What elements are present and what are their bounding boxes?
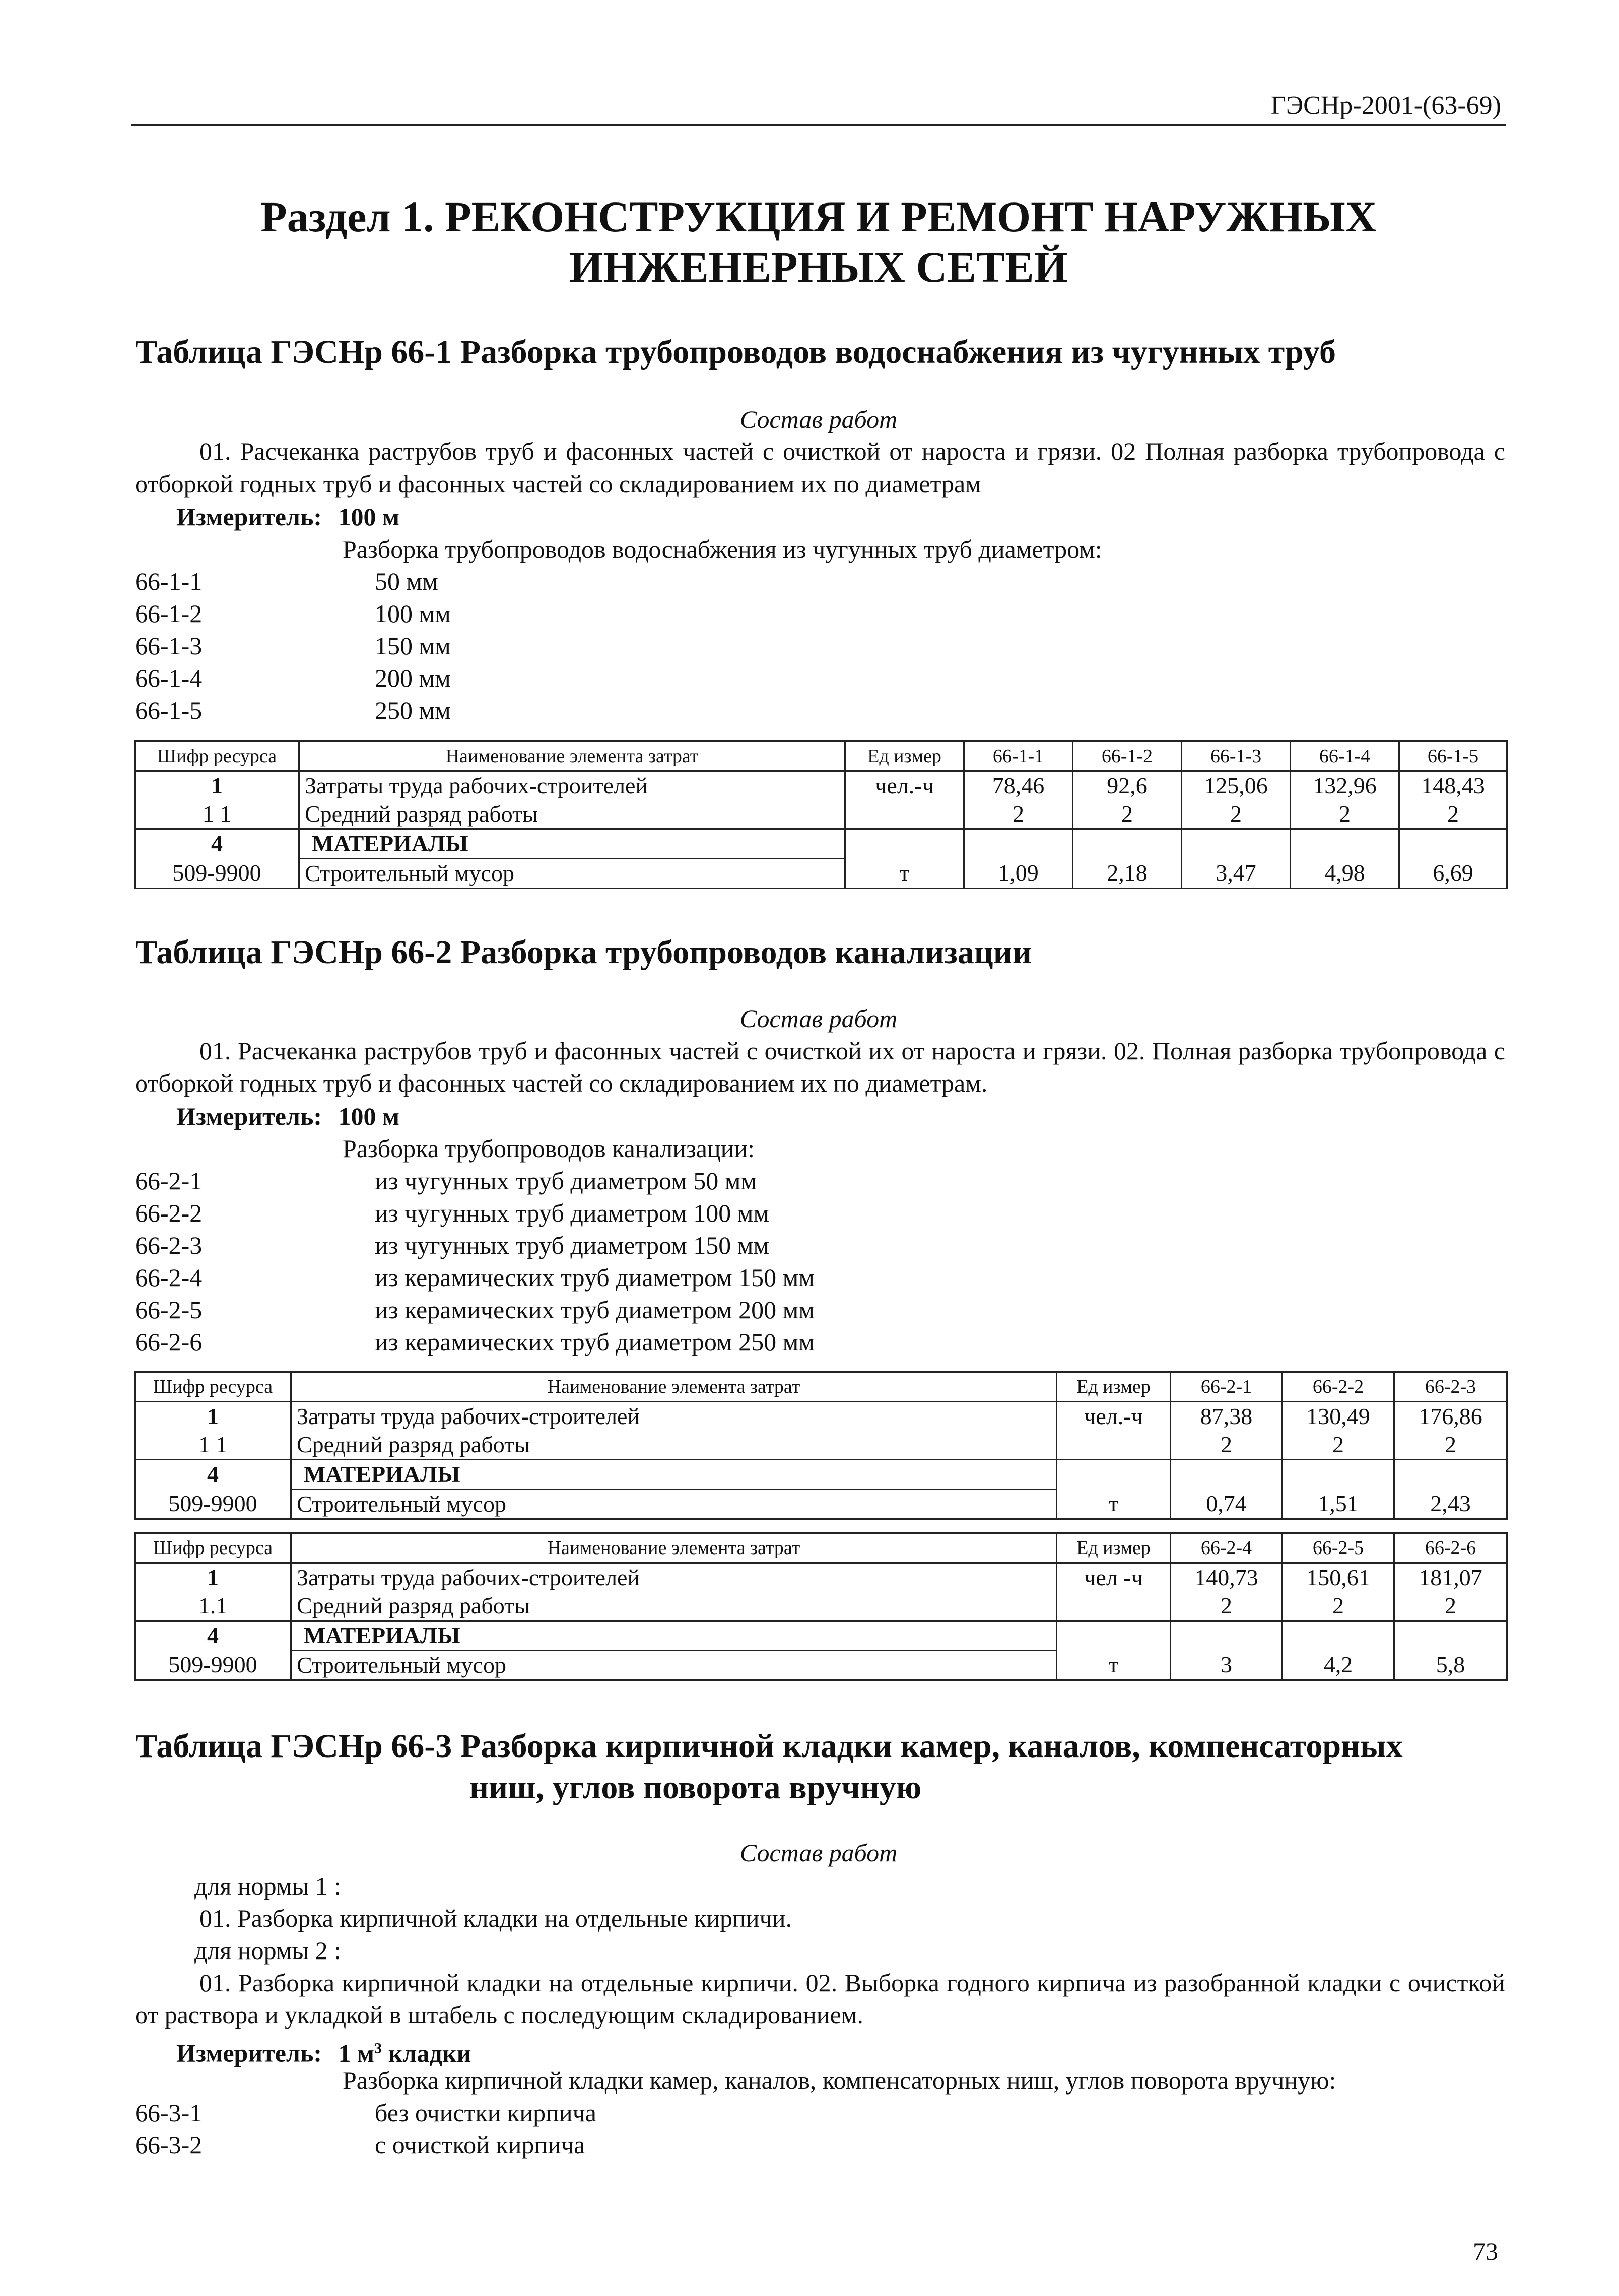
table-66-1-title: Таблица ГЭСНр 66-1 Разборка трубопроводов водоснабжения из чугунных труб: [135, 333, 1336, 370]
doc-code: ГЭСНр-2001-(63-69): [1270, 91, 1501, 120]
page-header: [131, 89, 1506, 126]
table-66-2-title: Таблица ГЭСНр 66-2 Разборка трубопроводов канализации: [135, 934, 1032, 971]
meter-label: [176, 501, 399, 533]
table-row: 509-9900 Строительный мусор т 1,09 2,18 3,47 4,98 6,69: [135, 859, 1507, 889]
norm1-label: для нормы 1 :: [194, 1872, 342, 1900]
code-list: [135, 1165, 815, 1358]
table-row: 1 Затраты труда рабочих-строителей чел.-ч 78,46 92,6 125,06 132,96 148,43: [135, 771, 1507, 800]
list-item: 66-2-5 из керамических труб диаметром 200 мм: [135, 1296, 815, 1324]
resource-table-66-2-a: [134, 1371, 1508, 1520]
table-66-3-title-line2: ниш, углов поворота вручную: [469, 1769, 922, 1806]
meter-label-text: Измеритель:: [176, 2039, 322, 2067]
list-heading: Разборка трубопроводов канализации:: [343, 1134, 755, 1163]
table-row: 4 МАТЕРИАЛЫ: [135, 1621, 1507, 1651]
table-row: 1 1 Средний разряд работы 2 2 2 2 2: [135, 800, 1507, 829]
composition-heading: Состав работ: [739, 405, 898, 433]
list-item: 66-2-3 из чугунных труб диаметром 150 мм: [135, 1231, 770, 1259]
list-item: 66-2-2 из чугунных труб диаметром 100 мм: [135, 1199, 770, 1227]
meter-value: 100 м: [338, 1102, 400, 1130]
list-heading: Разборка трубопроводов водоснабжения из чугунных труб диаметром:: [343, 535, 1102, 563]
table-header: Шифр ресурса Наименование элемента затрат Ед измер 66-1-1 66-1-2 66-1-3 66-1-4 66-1-5: [135, 741, 1507, 771]
norm2-label: для нормы 2 :: [194, 1936, 342, 1965]
list-item: 66-1-3 150 мм: [135, 632, 451, 660]
list-item: 66-1-1 50 мм: [135, 567, 438, 595]
table-row: 1 Затраты труда рабочих-строителей чел.-ч 87,38 130,49 176,86: [135, 1402, 1507, 1431]
list-item: 66-3-2 с очисткой кирпича: [135, 2131, 585, 2159]
table-66-3-title: Таблица ГЭСНр 66-3 Разборка кирпичной кладки камер, каналов, компенсаторных: [135, 1728, 1403, 1765]
list-item: 66-2-6 из керамических труб диаметром 250 мм: [135, 1328, 815, 1356]
list-item: 66-2-1 из чугунных труб диаметром 50 мм: [135, 1167, 757, 1195]
table-row: 509-9900 Строительный мусор т 3 4,2 5,8: [135, 1651, 1507, 1680]
page-number: 73: [1473, 2237, 1498, 2265]
meter-label: [176, 1100, 399, 1132]
meter-value: 1 $м^3$ кладки: [338, 2039, 471, 2067]
composition-heading: Состав работ: [739, 1839, 898, 1867]
resource-table-66-1: [134, 740, 1508, 889]
list-heading: Разборка кирпичной кладки камер, каналов, компенсаторных ниш, углов поворота вручную:: [343, 2066, 1336, 2095]
norm1-text: 01. Разборка кирпичной кладки на отдельные кирпичи.: [199, 1904, 792, 1932]
table-row: 1 1 Средний разряд работы 2 2 2: [135, 1431, 1507, 1460]
norm2-text: 01. Разборка кирпичной кладки на отдельные кирпичи. 02. Выборка годного кирпича из разобранной кладки с очисткой от раствора и укладкой в штабель с последующим складированием.: [135, 1969, 1505, 2029]
list-item: 66-2-4 из керамических труб диаметром 150 мм: [135, 1263, 815, 1292]
table-row: 509-9900 Строительный мусор т 0,74 1,51 2,43: [135, 1490, 1507, 1519]
meter-label-text: Измеритель:: [176, 503, 322, 531]
table-row: 4 МАТЕРИАЛЫ: [135, 829, 1507, 859]
list-item: 66-1-5 250 мм: [135, 696, 451, 724]
table-row: 1.1 Средний разряд работы 2 2 2: [135, 1592, 1507, 1621]
meter-label: [176, 2032, 471, 2069]
list-item: 66-1-4 200 мм: [135, 664, 451, 692]
composition-text: 01. Расчеканка раструбов труб и фасонных частей с очисткой от нароста и грязи. 02 Полная разборка трубопровода с отборкой годных труб и фасонных частей со складированием их по диаметрам: [135, 437, 1505, 498]
composition-heading: Состав работ: [739, 1004, 898, 1033]
section-title: Раздел 1. РЕКОНСТРУКЦИЯ И РЕМОНТ НАРУЖНЫХ ИНЖЕНЕРНЫХ СЕТЕЙ: [260, 192, 1377, 291]
table-header: Шифр ресурса Наименование элемента затрат Ед измер 66-2-1 66-2-2 66-2-3: [135, 1372, 1507, 1402]
list-item: 66-1-2 100 мм: [135, 599, 451, 628]
table-header: Шифр ресурса Наименование элемента затрат Ед измер 66-2-4 66-2-5 66-2-6: [135, 1533, 1507, 1563]
code-list: [135, 565, 451, 726]
meter-value: 100 м: [338, 503, 400, 531]
table-row: 1 Затраты труда рабочих-строителей чел -ч 140,73 150,61 181,07: [135, 1563, 1507, 1592]
code-list: [135, 2097, 596, 2161]
resource-table-66-2-b: [134, 1532, 1508, 1681]
table-row: 4 МАТЕРИАЛЫ: [135, 1460, 1507, 1490]
meter-label-text: Измеритель:: [176, 1102, 322, 1130]
list-item: 66-3-1 без очистки кирпича: [135, 2099, 596, 2127]
composition-text: 01. Расчеканка раструбов труб и фасонных частей с очисткой их от нароста и грязи. 02. Полная разборка трубопровода с отборкой годных труб и фасонных частей со складированием их по диаметрам.: [135, 1037, 1505, 1097]
